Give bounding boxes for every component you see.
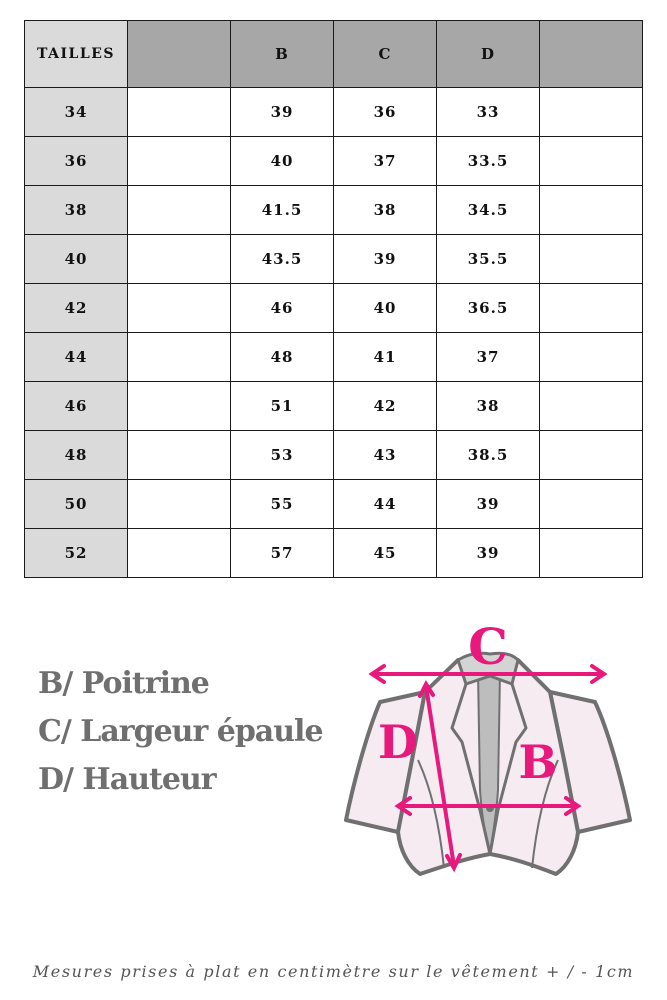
table-row <box>25 137 643 186</box>
size-cell: 44 <box>25 333 128 382</box>
size-cell: 46 <box>25 382 128 431</box>
measurement-cell: 53 <box>231 431 334 480</box>
header-empty-last <box>540 21 643 88</box>
measurement-cell: 37 <box>334 137 437 186</box>
measurement-cell: 33.5 <box>437 137 540 186</box>
measurement-cell: 42 <box>334 382 437 431</box>
label-b: B <box>518 735 558 789</box>
size-cell: 40 <box>25 235 128 284</box>
size-cell: 48 <box>25 431 128 480</box>
measurement-cell: 41.5 <box>231 186 334 235</box>
measurement-cell <box>128 235 231 284</box>
size-cell: 52 <box>25 529 128 578</box>
header-b: B <box>231 21 334 88</box>
table-row <box>25 480 643 529</box>
measurement-note: Mesures prises à plat en centimètre sur le vêtement + / - 1cm <box>32 962 635 981</box>
measurement-cell: 39 <box>334 235 437 284</box>
measurement-cell: 33 <box>437 88 540 137</box>
legend-b: B/ Poitrine <box>38 666 209 701</box>
measurement-cell <box>128 382 231 431</box>
size-cell: 38 <box>25 186 128 235</box>
header-tailles: TAILLES <box>25 21 128 88</box>
measurement-cell <box>128 480 231 529</box>
size-cell: 36 <box>25 137 128 186</box>
measurement-cell: 57 <box>231 529 334 578</box>
legend-d: D/ Hauteur <box>38 762 216 797</box>
measurement-cell: 37 <box>437 333 540 382</box>
header-empty <box>128 21 231 88</box>
measurement-cell <box>540 333 643 382</box>
table-row <box>25 382 643 431</box>
measurement-cell: 43 <box>334 431 437 480</box>
measurement-legend <box>38 660 323 804</box>
table-row <box>25 333 643 382</box>
measurement-cell: 36 <box>334 88 437 137</box>
measurement-cell: 38 <box>437 382 540 431</box>
measurement-cell: 45 <box>334 529 437 578</box>
table-row <box>25 529 643 578</box>
measurement-cell: 40 <box>334 284 437 333</box>
measurement-cell: 40 <box>231 137 334 186</box>
measurement-cell <box>540 235 643 284</box>
measurement-cell: 43.5 <box>231 235 334 284</box>
measurement-cell <box>128 333 231 382</box>
measurement-cell: 36.5 <box>437 284 540 333</box>
measurement-cell <box>540 529 643 578</box>
measurement-cell <box>128 137 231 186</box>
table-row <box>25 88 643 137</box>
header-row <box>25 21 643 88</box>
table-row <box>25 235 643 284</box>
measurement-cell: 48 <box>231 333 334 382</box>
jacket-diagram <box>340 610 640 880</box>
measurement-cell: 34.5 <box>437 186 540 235</box>
size-cell: 34 <box>25 88 128 137</box>
label-d: D <box>378 715 418 769</box>
measurement-cell <box>540 284 643 333</box>
measurement-cell: 39 <box>437 480 540 529</box>
measurement-cell: 39 <box>437 529 540 578</box>
measurement-cell <box>540 137 643 186</box>
measurement-cell <box>540 186 643 235</box>
header-c: C <box>334 21 437 88</box>
measurement-cell: 44 <box>334 480 437 529</box>
table-row <box>25 186 643 235</box>
size-cell: 42 <box>25 284 128 333</box>
measurement-cell: 46 <box>231 284 334 333</box>
measurement-cell: 39 <box>231 88 334 137</box>
measurement-cell: 35.5 <box>437 235 540 284</box>
measurement-cell: 38.5 <box>437 431 540 480</box>
measurement-cell <box>540 88 643 137</box>
measurement-cell <box>128 284 231 333</box>
measurement-cell: 38 <box>334 186 437 235</box>
size-table <box>24 20 643 578</box>
table-row <box>25 284 643 333</box>
measurement-cell <box>128 529 231 578</box>
measurement-cell <box>540 480 643 529</box>
measurement-cell <box>128 186 231 235</box>
measurement-cell: 41 <box>334 333 437 382</box>
size-cell: 50 <box>25 480 128 529</box>
header-d: D <box>437 21 540 88</box>
measurement-cell <box>540 431 643 480</box>
measurement-cell <box>128 431 231 480</box>
measurement-cell <box>540 382 643 431</box>
legend-c: C/ Largeur épaule <box>38 714 323 749</box>
measurement-cell <box>128 88 231 137</box>
table-row <box>25 431 643 480</box>
measurement-cell: 51 <box>231 382 334 431</box>
label-c: C <box>468 617 508 676</box>
measurement-cell: 55 <box>231 480 334 529</box>
